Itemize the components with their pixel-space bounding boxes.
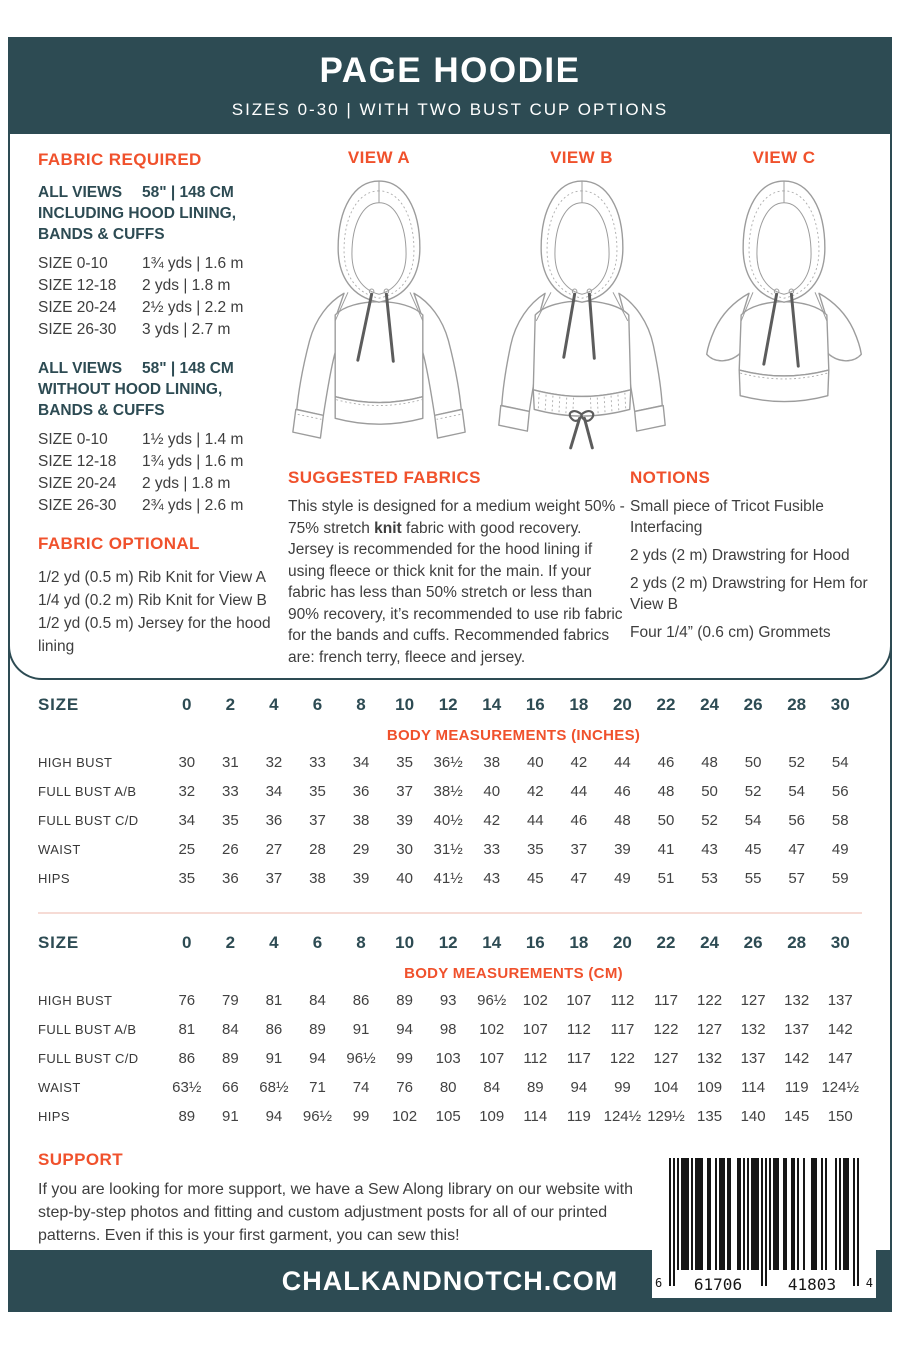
measurement-value: 35 xyxy=(396,754,413,771)
section-label: BODY MEASUREMENTS (INCHES) xyxy=(386,726,641,744)
measurement-value: 49 xyxy=(831,841,849,858)
fabric-yardage-rows xyxy=(38,429,293,517)
yardage-row xyxy=(38,275,293,297)
measurement-row xyxy=(38,1102,862,1131)
size-header-value: 18 xyxy=(569,695,589,714)
measurement-value: 147 xyxy=(827,1050,853,1067)
view-a-hoodie-drawing xyxy=(283,170,475,453)
measurement-value: 35 xyxy=(178,870,196,887)
measurement-value: 40 xyxy=(483,783,501,800)
size-header-value: 2 xyxy=(225,933,236,952)
size-header-value: 12 xyxy=(438,933,458,952)
support-text: If you are looking for more support, we have a Sew Along library on our website with step-by-step photos and fitting and custom adjustment posts for all of our printed patterns. Even if this is your first garment, you can sew this! xyxy=(38,1181,633,1244)
measurement-value: 76 xyxy=(178,992,196,1009)
measurement-value: 94 xyxy=(570,1079,588,1096)
measurement-value: 79 xyxy=(222,992,239,1009)
size-header-value: 24 xyxy=(700,933,719,952)
size-header-value: 18 xyxy=(569,933,589,952)
measurement-row-label: FULL BUST A/B xyxy=(38,1022,137,1037)
barcode-group-1: 61706 xyxy=(686,1275,750,1294)
section-label-row xyxy=(38,722,862,748)
measurement-value: 44 xyxy=(526,812,544,829)
measurement-value: 48 xyxy=(701,754,718,771)
measurement-row-label: HIPS xyxy=(38,1109,70,1124)
size-header-label: SIZE xyxy=(38,933,79,952)
yardage-row xyxy=(38,319,293,341)
measurement-value: 140 xyxy=(740,1108,766,1125)
measurement-value: 119 xyxy=(566,1108,591,1125)
barcode-left-digit: 6 xyxy=(655,1276,663,1290)
measurement-value: 56 xyxy=(831,783,849,800)
size-header-label: SIZE xyxy=(38,695,79,714)
measurement-value: 50 xyxy=(744,754,762,771)
size-header-value: 24 xyxy=(700,695,719,714)
measurement-value: 40 xyxy=(396,870,413,887)
measurement-value: 41 xyxy=(657,841,675,858)
measurement-value: 127 xyxy=(740,992,766,1009)
size-header-value: 12 xyxy=(438,695,458,714)
measurement-value: 33 xyxy=(222,783,239,800)
measurement-value: 51 xyxy=(657,870,675,887)
table-divider xyxy=(38,912,862,914)
measurement-value: 35 xyxy=(526,841,544,858)
measurement-row xyxy=(38,1015,862,1044)
measurement-value: 37 xyxy=(265,870,283,887)
measurement-value: 32 xyxy=(265,754,283,771)
measurement-value: 36½ xyxy=(433,754,463,771)
view-b-label: VIEW B xyxy=(550,148,613,167)
size-header-value: 16 xyxy=(525,695,545,714)
size-header-value: 6 xyxy=(312,695,323,714)
yardage-row xyxy=(38,451,293,473)
size-header-value: 2 xyxy=(225,695,236,714)
measurement-value: 31 xyxy=(222,754,239,771)
fabric-block-without xyxy=(38,358,293,517)
fabric-block-subtitle: INCLUDING HOOD LINING, BANDS & CUFFS xyxy=(38,205,237,243)
measurement-value: 46 xyxy=(614,783,631,800)
fabric-block-name: ALL VIEWS xyxy=(38,184,123,201)
view-b-hoodie-drawing xyxy=(486,170,678,453)
notion-item: 2 yds (2 m) Drawstring for Hem for View B xyxy=(630,575,868,613)
measurement-value: 117 xyxy=(610,1021,635,1038)
measurement-value: 47 xyxy=(788,841,805,858)
measurement-value: 132 xyxy=(784,992,810,1009)
measurement-value: 36 xyxy=(265,812,283,829)
measurement-value: 38 xyxy=(483,754,501,771)
yardage-row xyxy=(38,297,293,319)
measurement-value: 41½ xyxy=(433,870,463,887)
measurement-value: 124½ xyxy=(821,1079,859,1096)
measurement-value: 57 xyxy=(788,870,805,887)
measurement-value: 129½ xyxy=(647,1108,685,1125)
yardage-size: SIZE 12-18 xyxy=(38,453,117,470)
measurement-value: 135 xyxy=(697,1108,723,1125)
size-header-value: 22 xyxy=(656,933,676,952)
measurement-value: 89 xyxy=(222,1050,239,1067)
measurement-row-label: FULL BUST A/B xyxy=(38,784,137,799)
view-c-hoodie-drawing xyxy=(688,170,880,453)
measurement-row xyxy=(38,1073,862,1102)
measurement-value: 50 xyxy=(657,812,675,829)
measurement-value: 137 xyxy=(827,992,853,1009)
measurement-value: 30 xyxy=(396,841,413,858)
yardage-size: SIZE 0-10 xyxy=(38,431,108,448)
barcode-right-digit: 4 xyxy=(865,1276,873,1290)
notion-item: Small piece of Tricot Fusible Interfacing xyxy=(630,498,824,536)
measurement-value: 84 xyxy=(309,992,326,1009)
yardage-size: SIZE 0-10 xyxy=(38,255,108,272)
view-a-label: VIEW A xyxy=(347,148,411,167)
measurement-value: 28 xyxy=(309,841,326,858)
measurement-value: 50 xyxy=(701,783,718,800)
size-header-value: 20 xyxy=(612,695,632,714)
size-header-value: 10 xyxy=(395,933,415,952)
size-header-value: 20 xyxy=(612,933,632,952)
fabric-width: 58" | 148 CM xyxy=(142,184,234,201)
section-label-row xyxy=(38,960,862,986)
yardage-amount: 3 yds | 2.7 m xyxy=(142,321,231,338)
measurement-value: 44 xyxy=(570,783,588,800)
measurement-value: 58 xyxy=(831,812,849,829)
yardage-size: SIZE 12-18 xyxy=(38,277,117,294)
fabric-yardage-rows xyxy=(38,253,293,341)
measurement-value: 45 xyxy=(526,870,544,887)
measurement-value: 49 xyxy=(614,870,631,887)
size-header-value: 28 xyxy=(787,695,807,714)
measurement-row xyxy=(38,806,862,835)
measurement-value: 42 xyxy=(526,783,544,800)
view-c-label: VIEW C xyxy=(752,148,816,167)
page-subtitle: SIZES 0-30 | WITH TWO BUST CUP OPTIONS xyxy=(231,100,669,119)
measurement-value: 37 xyxy=(396,783,413,800)
fabric-optional-line: 1/2 yd (0.5 m) Jersey for the hood lining xyxy=(38,615,271,655)
measurement-value: 86 xyxy=(352,992,370,1009)
fabric-required-heading: FABRIC REQUIRED xyxy=(38,150,202,169)
measurement-value: 122 xyxy=(609,1050,635,1067)
measurement-value: 46 xyxy=(657,754,675,771)
measurement-value: 42 xyxy=(570,754,588,771)
measurement-value: 89 xyxy=(178,1108,196,1125)
fabric-optional-heading: FABRIC OPTIONAL xyxy=(38,534,200,553)
measurement-value: 112 xyxy=(523,1050,548,1067)
fabric-optional-lines xyxy=(38,566,288,658)
measurement-value: 81 xyxy=(178,1021,196,1038)
size-header-value: 10 xyxy=(395,695,415,714)
measurement-value: 132 xyxy=(697,1050,723,1067)
measurement-value: 54 xyxy=(831,754,849,771)
yardage-size: SIZE 26-30 xyxy=(38,497,117,514)
measurement-value: 84 xyxy=(222,1021,239,1038)
measurement-value: 37 xyxy=(570,841,588,858)
measurement-value: 99 xyxy=(614,1079,631,1096)
measurement-value: 26 xyxy=(222,841,239,858)
measurement-value: 30 xyxy=(178,754,196,771)
size-table-header-row xyxy=(38,688,862,722)
measurement-value: 74 xyxy=(352,1079,370,1096)
notion-item: 2 yds (2 m) Drawstring for Hood xyxy=(630,547,850,564)
yardage-row xyxy=(38,495,293,517)
measurement-value: 63½ xyxy=(172,1079,202,1096)
measurement-row xyxy=(38,748,862,777)
measurement-row xyxy=(38,986,862,1015)
support-section xyxy=(38,1150,663,1247)
size-header-value: 8 xyxy=(356,933,366,952)
yardage-amount: 2½ yds | 2.2 m xyxy=(142,299,244,316)
yardage-amount: 2¾ yds | 2.6 m xyxy=(142,497,244,514)
measurement-value: 122 xyxy=(697,992,723,1009)
measurement-value: 109 xyxy=(697,1079,723,1096)
measurement-value: 122 xyxy=(653,1021,679,1038)
measurement-value: 48 xyxy=(614,812,631,829)
measurement-value: 39 xyxy=(396,812,413,829)
fabric-required-section xyxy=(38,150,293,658)
measurement-value: 89 xyxy=(526,1079,544,1096)
barcode-module xyxy=(857,1158,859,1286)
yardage-amount: 1½ yds | 1.4 m xyxy=(142,431,244,448)
measurement-value: 44 xyxy=(614,754,631,771)
measurement-value: 142 xyxy=(827,1021,853,1038)
measurement-value: 42 xyxy=(483,812,501,829)
section-label: BODY MEASUREMENTS (CM) xyxy=(404,964,623,982)
yardage-row xyxy=(38,473,293,495)
measurement-value: 38½ xyxy=(433,783,463,800)
measurement-value: 80 xyxy=(439,1079,457,1096)
measurement-value: 71 xyxy=(309,1079,326,1096)
yardage-size: SIZE 20-24 xyxy=(38,299,117,316)
barcode-bars xyxy=(669,1158,859,1286)
measurement-row-label: HIGH BUST xyxy=(38,993,113,1008)
measurement-value: 76 xyxy=(396,1079,413,1096)
measurement-value: 102 xyxy=(522,992,548,1009)
suggested-fabrics-heading: SUGGESTED FABRICS xyxy=(288,468,481,487)
measurement-value: 96½ xyxy=(346,1050,376,1067)
size-header-value: 22 xyxy=(656,695,676,714)
measurement-value: 27 xyxy=(265,841,283,858)
measurement-value: 34 xyxy=(265,783,283,800)
measurement-value: 132 xyxy=(740,1021,766,1038)
views-row xyxy=(283,148,880,453)
measurement-row-label: WAIST xyxy=(38,842,81,857)
measurement-value: 43 xyxy=(483,870,501,887)
measurement-value: 68½ xyxy=(259,1079,289,1096)
measurement-value: 47 xyxy=(570,870,588,887)
measurement-value: 38 xyxy=(352,812,370,829)
view-a xyxy=(283,148,475,453)
measurement-value: 25 xyxy=(178,841,196,858)
measurement-value: 93 xyxy=(439,992,457,1009)
notions-section xyxy=(630,468,880,650)
measurement-value: 102 xyxy=(479,1021,505,1038)
size-header-value: 30 xyxy=(830,695,850,714)
measurement-value: 52 xyxy=(701,812,718,829)
fabric-block-including xyxy=(38,182,293,341)
suggested-fabrics-section xyxy=(288,468,625,668)
measurement-row xyxy=(38,835,862,864)
measurement-value: 94 xyxy=(265,1108,283,1125)
measurement-value: 40½ xyxy=(433,812,463,829)
measurement-value: 46 xyxy=(570,812,588,829)
website-url: CHALKANDNOTCH.COM xyxy=(281,1266,619,1296)
view-b xyxy=(486,148,678,453)
measurement-value: 36 xyxy=(222,870,239,887)
measurement-value: 96½ xyxy=(302,1108,333,1125)
measurement-row xyxy=(38,1044,862,1073)
header-band xyxy=(8,37,892,134)
measurement-value: 114 xyxy=(741,1079,766,1096)
yardage-amount: 2 yds | 1.8 m xyxy=(142,475,231,492)
size-header-value: 14 xyxy=(482,933,502,952)
measurement-value: 33 xyxy=(483,841,501,858)
measurement-value: 119 xyxy=(784,1079,809,1096)
yardage-amount: 1¾ yds | 1.6 m xyxy=(142,255,244,272)
measurement-value: 102 xyxy=(392,1108,418,1125)
measurement-value: 54 xyxy=(744,812,762,829)
measurement-value: 94 xyxy=(309,1050,326,1067)
measurement-value: 39 xyxy=(352,870,370,887)
measurement-value: 142 xyxy=(784,1050,810,1067)
measurement-value: 150 xyxy=(827,1108,853,1125)
measurement-value: 94 xyxy=(396,1021,413,1038)
size-header-value: 30 xyxy=(830,933,850,952)
view-c xyxy=(688,148,880,453)
suggested-fabrics-text: This style is designed for a medium weight 50% - 75% stretch knit fabric with good recovery. Jersey is recommended for the hood lining if using fleece or thick knit for the main. If your fabric has less than 50% stretch or less than 90% recovery, it’s recommended to use rib fabric for the bands and cuffs. Recommended fabrics are: french terry, fleece and jersey. xyxy=(288,498,625,666)
measurement-row xyxy=(38,864,862,893)
measurement-value: 137 xyxy=(784,1021,810,1038)
measurement-value: 36 xyxy=(352,783,370,800)
fabric-optional-line: 1/2 yd (0.5 m) Rib Knit for View A xyxy=(38,569,267,586)
measurement-value: 43 xyxy=(701,841,718,858)
measurement-value: 35 xyxy=(222,812,239,829)
measurement-value: 56 xyxy=(788,812,805,829)
yardage-amount: 2 yds | 1.8 m xyxy=(142,277,231,294)
size-header-value: 6 xyxy=(312,933,323,952)
size-table-inches xyxy=(38,688,862,893)
measurement-value: 104 xyxy=(653,1079,679,1096)
size-header-value: 26 xyxy=(743,695,763,714)
measurement-value: 96½ xyxy=(477,992,507,1009)
measurement-value: 38 xyxy=(309,870,326,887)
measurement-value: 52 xyxy=(788,754,805,771)
measurement-value: 86 xyxy=(178,1050,196,1067)
measurement-value: 29 xyxy=(352,841,370,858)
measurement-value: 89 xyxy=(309,1021,326,1038)
size-header-value: 28 xyxy=(787,933,807,952)
measurement-value: 45 xyxy=(744,841,762,858)
yardage-amount: 1¾ yds | 1.6 m xyxy=(142,453,244,470)
measurement-value: 117 xyxy=(654,992,678,1009)
measurement-value: 107 xyxy=(522,1021,548,1038)
measurement-value: 55 xyxy=(744,870,762,887)
measurement-value: 99 xyxy=(352,1108,370,1125)
measurement-value: 112 xyxy=(610,992,635,1009)
measurement-row-label: WAIST xyxy=(38,1080,81,1095)
fabric-block-name: ALL VIEWS xyxy=(38,360,123,377)
measurement-value: 66 xyxy=(222,1079,239,1096)
size-header-value: 4 xyxy=(269,695,279,714)
measurement-value: 35 xyxy=(309,783,326,800)
size-header-value: 4 xyxy=(269,933,279,952)
measurement-value: 34 xyxy=(352,754,370,771)
support-heading: SUPPORT xyxy=(38,1150,123,1169)
measurement-value: 89 xyxy=(396,992,413,1009)
measurement-value: 86 xyxy=(265,1021,283,1038)
fabric-optional-line: 1/4 yd (0.2 m) Rib Knit for View B xyxy=(38,592,267,609)
barcode xyxy=(652,1152,876,1298)
size-table-header-row xyxy=(38,926,862,960)
measurement-value: 52 xyxy=(744,783,762,800)
measurement-value: 137 xyxy=(740,1050,766,1067)
measurement-value: 32 xyxy=(178,783,196,800)
notions-heading: NOTIONS xyxy=(630,468,711,487)
measurement-value: 48 xyxy=(657,783,675,800)
measurement-value: 127 xyxy=(653,1050,679,1067)
measurement-value: 103 xyxy=(435,1050,461,1067)
measurement-value: 37 xyxy=(309,812,326,829)
measurement-value: 127 xyxy=(697,1021,723,1038)
size-header-value: 14 xyxy=(482,695,502,714)
notion-item: Four 1/4” (0.6 cm) Grommets xyxy=(630,624,831,641)
fabric-width: 58" | 148 CM xyxy=(142,360,234,377)
size-table-cm xyxy=(38,926,862,1131)
measurement-value: 53 xyxy=(701,870,718,887)
measurement-value: 33 xyxy=(309,754,326,771)
measurement-value: 105 xyxy=(435,1108,461,1125)
measurement-value: 40 xyxy=(526,754,544,771)
measurement-row-label: FULL BUST C/D xyxy=(38,813,139,828)
yardage-row xyxy=(38,429,293,451)
yardage-row xyxy=(38,253,293,275)
measurement-value: 107 xyxy=(479,1050,505,1067)
measurement-value: 39 xyxy=(614,841,631,858)
measurement-value: 34 xyxy=(178,812,196,829)
measurement-value: 84 xyxy=(483,1079,501,1096)
measurement-value: 99 xyxy=(396,1050,413,1067)
measurement-row-label: FULL BUST C/D xyxy=(38,1051,139,1066)
measurement-value: 59 xyxy=(831,870,849,887)
measurement-value: 91 xyxy=(222,1108,239,1125)
measurement-value: 81 xyxy=(265,992,283,1009)
yardage-size: SIZE 20-24 xyxy=(38,475,117,492)
measurement-value: 91 xyxy=(265,1050,283,1067)
measurement-value: 31½ xyxy=(433,841,463,858)
measurement-value: 109 xyxy=(479,1108,505,1125)
size-header-value: 8 xyxy=(356,695,366,714)
size-header-value: 16 xyxy=(525,933,545,952)
measurement-value: 117 xyxy=(566,1050,591,1067)
barcode-group-2: 41803 xyxy=(780,1275,844,1294)
measurement-value: 91 xyxy=(352,1021,370,1038)
size-header-value: 0 xyxy=(182,933,192,952)
measurement-value: 145 xyxy=(784,1108,810,1125)
measurement-value: 98 xyxy=(439,1021,457,1038)
yardage-size: SIZE 26-30 xyxy=(38,321,117,338)
size-header-value: 26 xyxy=(743,933,763,952)
measurement-value: 107 xyxy=(566,992,592,1009)
measurement-value: 114 xyxy=(523,1108,548,1125)
measurement-value: 124½ xyxy=(603,1108,642,1125)
measurement-row xyxy=(38,777,862,806)
page-title: PAGE HOODIE xyxy=(319,51,581,90)
measurement-row-label: HIPS xyxy=(38,871,70,886)
size-header-value: 0 xyxy=(182,695,192,714)
measurement-value: 112 xyxy=(566,1021,591,1038)
notions-list xyxy=(630,496,880,643)
measurement-value: 54 xyxy=(788,783,805,800)
fabric-block-subtitle: WITHOUT HOOD LINING, BANDS & CUFFS xyxy=(38,381,223,419)
measurement-row-label: HIGH BUST xyxy=(38,755,113,770)
